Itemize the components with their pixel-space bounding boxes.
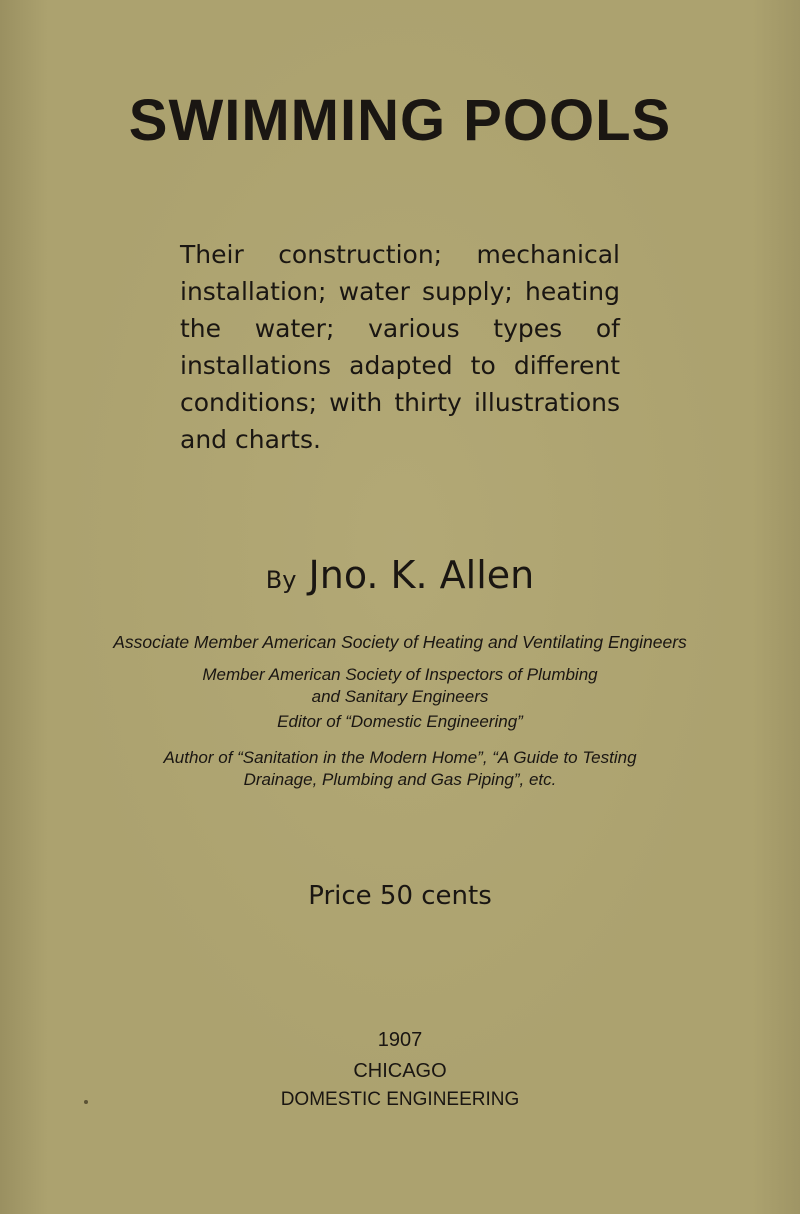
publication-year: 1907 bbox=[377, 1029, 423, 1051]
author-credential: Associate Member American Society of Heating and Ventilating Engineers bbox=[113, 632, 687, 652]
author-credential: Author of “Sanitation in the Modern Home”, “A Guide to Testing Drainage, Plumbing and Gas Piping”, etc. bbox=[163, 748, 637, 789]
publication-city: CHICAGO bbox=[353, 1060, 447, 1082]
publisher-name: DOMESTIC ENGINEERING bbox=[280, 1089, 520, 1110]
paper-speck bbox=[84, 1100, 88, 1104]
book-subtitle: Their construction; mechanical installation; water supply; heating the water; various types of installations adapted to different conditions; with thirty illustrations and charts. bbox=[180, 240, 620, 454]
price-label: Price 50 cents bbox=[308, 881, 492, 911]
author-name: Jno. K. Allen bbox=[308, 553, 535, 597]
author-credential: Member American Society of Inspectors of Plumbing and Sanitary Engineers bbox=[202, 665, 598, 706]
book-title: SWIMMING POOLS bbox=[128, 88, 672, 153]
author-byline bbox=[0, 553, 800, 597]
byline-prefix: By bbox=[265, 566, 297, 594]
author-credential: Editor of “Domestic Engineering” bbox=[277, 712, 523, 731]
